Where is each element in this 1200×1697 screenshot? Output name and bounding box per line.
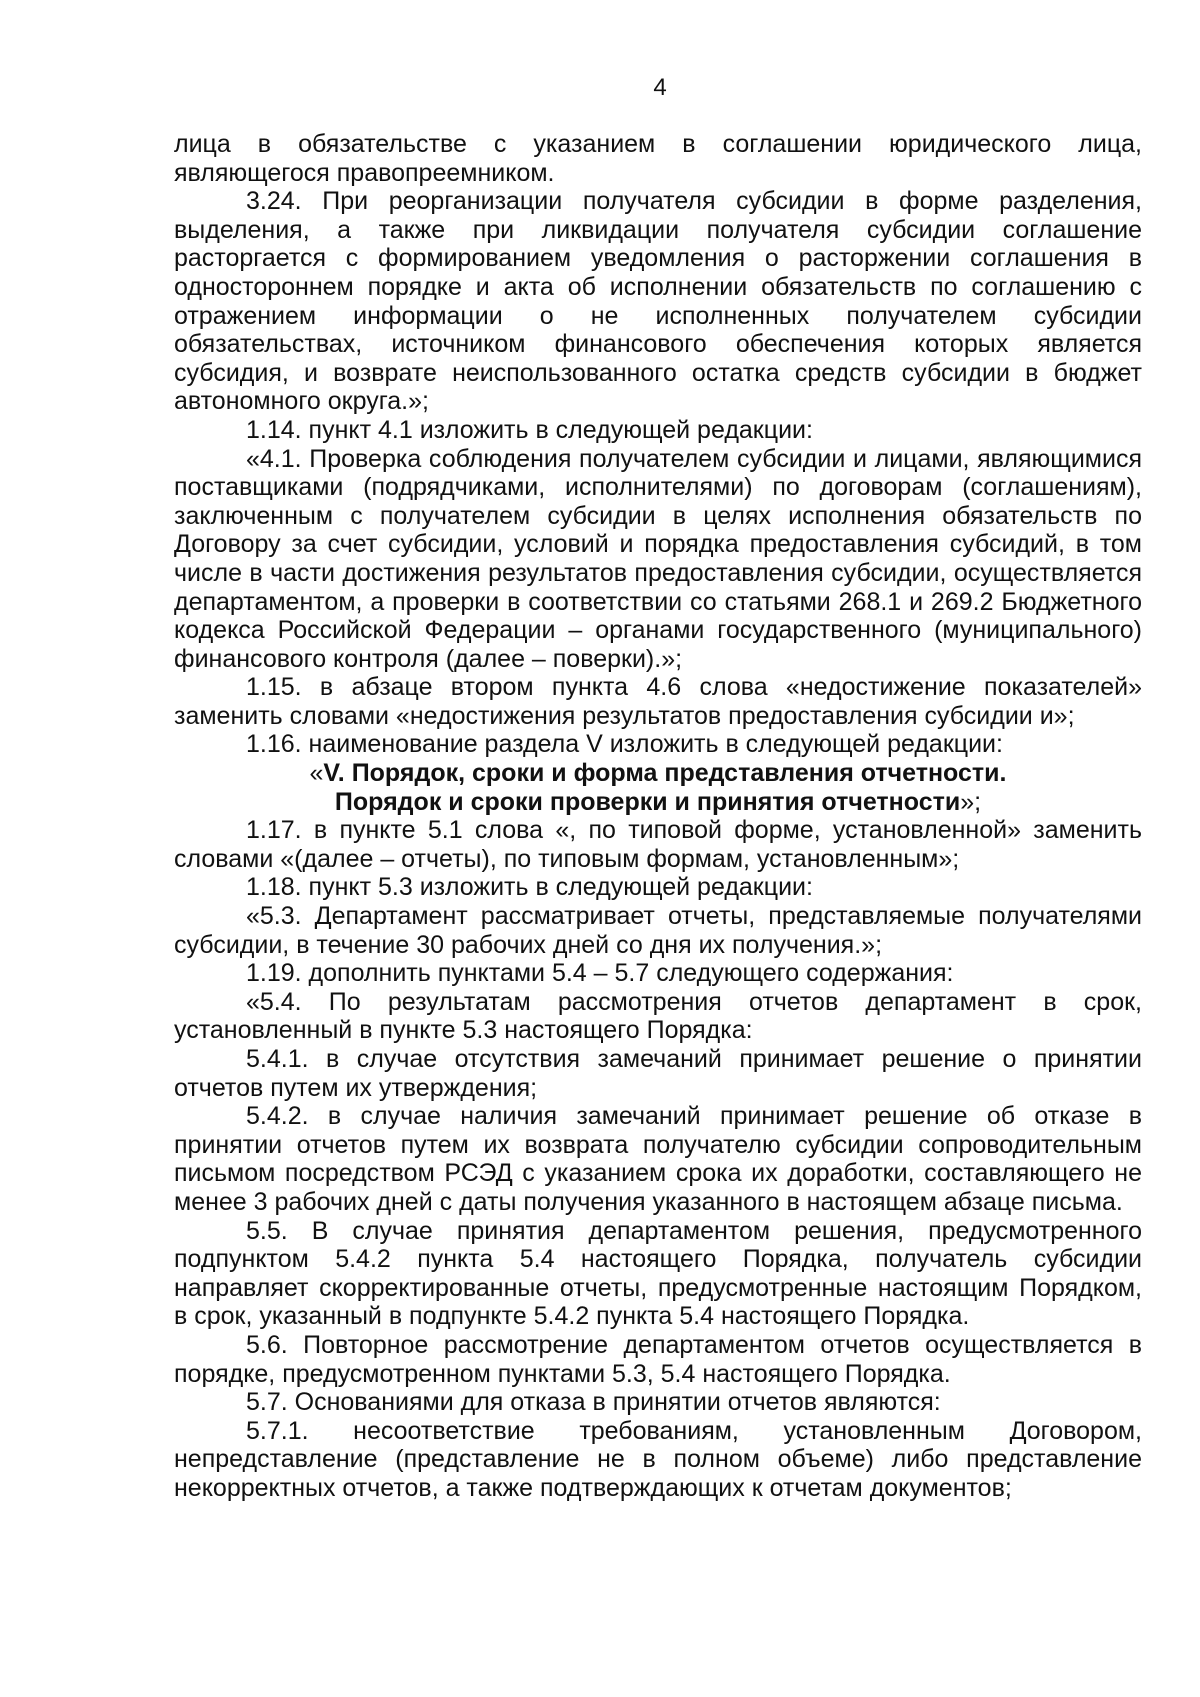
paragraph-1-14: 1.14. пункт 4.1 изложить в следующей редакции:	[246, 415, 813, 444]
heading-open-quote: «	[309, 759, 324, 788]
paragraph-5-7: 5.7. Основаниями для отказа в принятии отчетов являются:	[246, 1388, 941, 1417]
section-heading	[174, 759, 1142, 816]
document-body	[174, 130, 1142, 1503]
paragraph-5-3: «5.3. Департамент рассматривает отчеты, представляемые получателями субсидии, в течение 30 рабочих дней со дня их получения.»;	[174, 902, 1142, 959]
paragraph-5-5: 5.5. В случае принятия департаментом решения, предусмотренного подпунктом 5.4.2 пункта 5.4 настоящего Порядка, получатель субсидии направляет скорректированные отчеты, предусмотренные настоящим Порядком, в срок, указанный в подпункте 5.4.2 пункта 5.4 настоящего Порядка.	[174, 1216, 1142, 1331]
heading-close: »;	[960, 787, 982, 816]
paragraph-4-1: «4.1. Проверка соблюдения получателем субсидии и лицами, являющимися поставщиками (подрядчиками, исполнителями) по договорам (соглашениям), заключенным с получателем субсидии в целях исполнения обязательств по Договору за счет субсидии, условий и порядка предоставления субсидий, в том числе в части достижения результатов предоставления субсидии, осуществляется департаментом, а проверки в соответствии со статьями 268.1 и 269.2 Бюджетного кодекса Российской Федерации – органами государственного (муниципального) финансового контроля (далее – поверки).»;	[174, 444, 1142, 673]
paragraph-1-17: 1.17. в пункте 5.1 слова «, по типовой форме, установленной» заменить словами «(далее – отчеты), по типовым формам, установленным»;	[174, 816, 1142, 873]
paragraph-1-16: 1.16. наименование раздела V изложить в следующей редакции:	[246, 730, 1003, 759]
paragraph-5-4: «5.4. По результатам рассмотрения отчетов департамент в срок, установленный в пункте 5.3 настоящего Порядка:	[174, 987, 1142, 1045]
paragraph-5-4-2: 5.4.2. в случае наличия замечаний принимает решение об отказе в принятии отчетов путем их возврата получателю субсидии сопроводительным письмом посредством РСЭД с указанием срока их доработки, составляющего не менее 3 рабочих дней с даты получения указанного в настоящем абзаце письма.	[174, 1102, 1142, 1216]
paragraph-1-15: 1.15. в абзаце втором пункта 4.6 слова «недостижение показателей» заменить словами «недостижения результатов предоставления субсидии и»;	[174, 673, 1142, 730]
paragraph-1-19: 1.19. дополнить пунктами 5.4 – 5.7 следующего содержания:	[246, 959, 954, 988]
paragraph-1-18: 1.18. пункт 5.3 изложить в следующей редакции:	[246, 873, 813, 902]
paragraph-5-7-1: 5.7.1. несоответствие требованиям, установленным Договором, непредставление (представление не в полном объеме) либо представление некорректных отчетов, а также подтверждающих к отчетам документов;	[174, 1416, 1142, 1502]
heading-line-1: V. Порядок, сроки и форма представления отчетности.	[323, 759, 1007, 788]
page-number: 4	[653, 74, 667, 101]
paragraph-5-4-1: 5.4.1. в случае отсутствия замечаний принимает решение о принятии отчетов путем их утверждения;	[174, 1045, 1142, 1102]
paragraph-5-6: 5.6. Повторное рассмотрение департаментом отчетов осуществляется в порядке, предусмотренном пунктами 5.3, 5.4 настоящего Порядка.	[174, 1330, 1142, 1388]
paragraph-continuation: лица в обязательстве с указанием в соглашении юридического лица, являющегося правопреемником.	[174, 130, 1142, 187]
paragraph-3-24: 3.24. При реорганизации получателя субсидии в форме разделения, выделения, а также при ликвидации получателя субсидии соглашение расторгается с формированием уведомления о расторжении соглашения в одностороннем порядке и акта об исполнении обязательств по соглашению с отражением информации о не исполненных получателем субсидии обязательствах, источником финансового обеспечения которых является субсидия, и возврате неиспользованного остатка средств субсидии в бюджет автономного округа.»;	[174, 187, 1142, 416]
heading-line-2: Порядок и сроки проверки и принятия отчетности	[334, 787, 961, 816]
